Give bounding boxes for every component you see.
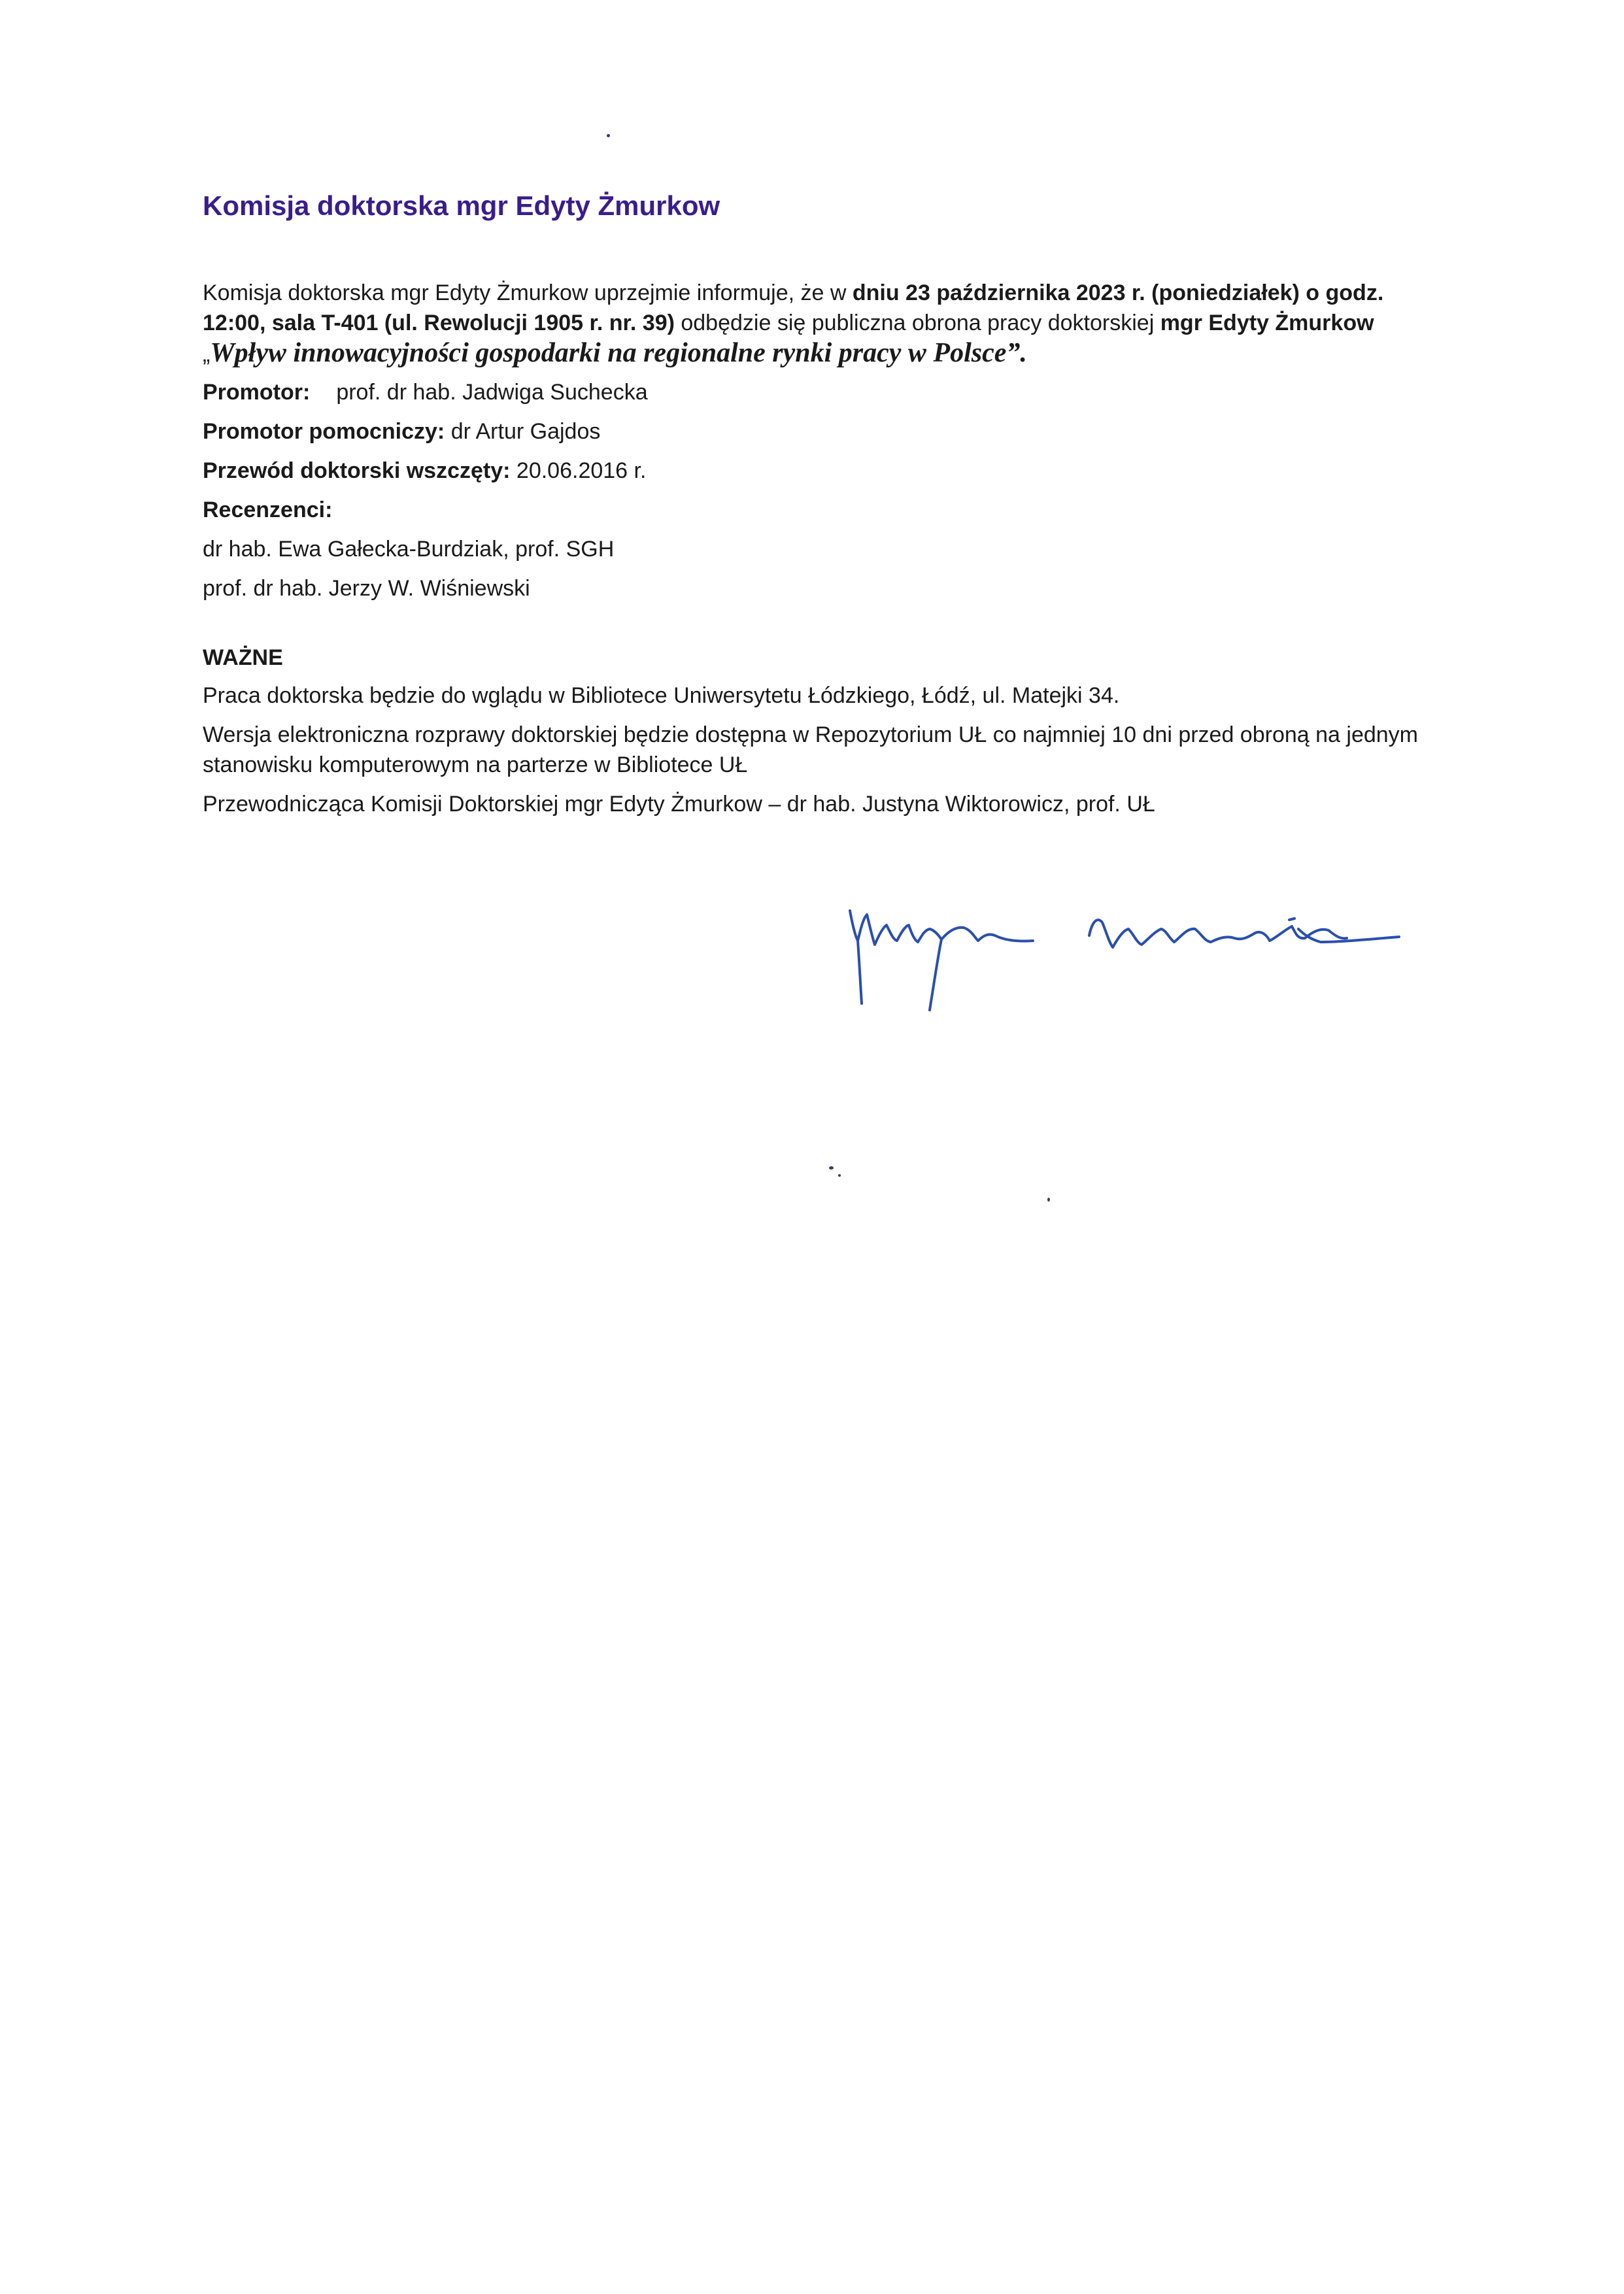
intro-paragraph (203, 278, 1445, 369)
reviewers-label: Recenzenci: (203, 498, 333, 522)
handwritten-signature (843, 899, 1406, 1017)
scan-speck (1047, 1198, 1050, 1202)
candidate-name: mgr Edyty Żmurkow (1160, 311, 1374, 335)
quote-open: „ (203, 342, 211, 367)
assistant-promotor-value: dr Artur Gajdos (445, 419, 601, 444)
reviewer-item: dr hab. Ewa Gałecka-Burdziak, prof. SGH (203, 537, 615, 562)
scan-speck (607, 134, 610, 137)
electronic-version-paragraph: Wersja elektroniczna rozprawy doktorskiej będzie dostępna w Repozytorium UŁ co najmniej 10 dni przed obroną na jednym stanowisku komputerowym na parterze w Bibliotece UŁ (203, 722, 1418, 777)
defense-date-location: dniu 23 października 2023 r. (poniedziałek) o godz. 12:00, sala T-401 (ul. Rewolucji 1905 r. nr. 39) (203, 280, 1384, 335)
reviewer-item: prof. dr hab. Jerzy W. Wiśniewski (203, 576, 530, 601)
promotor-value: prof. dr hab. Jadwiga Suchecka (336, 380, 648, 405)
proceedings-value: 20.06.2016 r. (510, 458, 647, 483)
important-heading: WAŻNE (203, 645, 283, 670)
thesis-title: Wpływ innowacyjności gospodarki na regionalne rynki pracy w Polsce (210, 338, 1007, 368)
intro-text-1: Komisja doktorska mgr Edyty Żmurkow uprzejmie informuje, że w (203, 280, 853, 305)
chair-paragraph: Przewodnicząca Komisji Doktorskiej mgr Edyty Żmurkow – dr hab. Justyna Wiktorowicz, prof. UŁ (203, 792, 1155, 817)
scan-speck (829, 1166, 834, 1170)
scan-speck (838, 1174, 841, 1177)
intro-text-2: odbędzie się publiczna obrona pracy doktorskiej (674, 311, 1160, 335)
library-access-paragraph: Praca doktorska będzie do wglądu w Bibliotece Uniwersytetu Łódzkiego, Łódź, ul. Matejki 34. (203, 683, 1120, 708)
proceedings-row (203, 456, 1445, 486)
reviewers-heading (203, 495, 1445, 525)
quote-close: ”. (1006, 338, 1027, 368)
assistant-promotor-label: Promotor pomocniczy: (203, 419, 445, 444)
assistant-promotor-row (203, 416, 1445, 447)
promotor-row (203, 377, 1445, 407)
document-content (203, 186, 1445, 828)
proceedings-label: Przewód doktorski wszczęty: (203, 458, 511, 483)
page-title: Komisja doktorska mgr Edyty Żmurkow (203, 190, 720, 221)
promotor-label: Promotor: (203, 380, 311, 405)
